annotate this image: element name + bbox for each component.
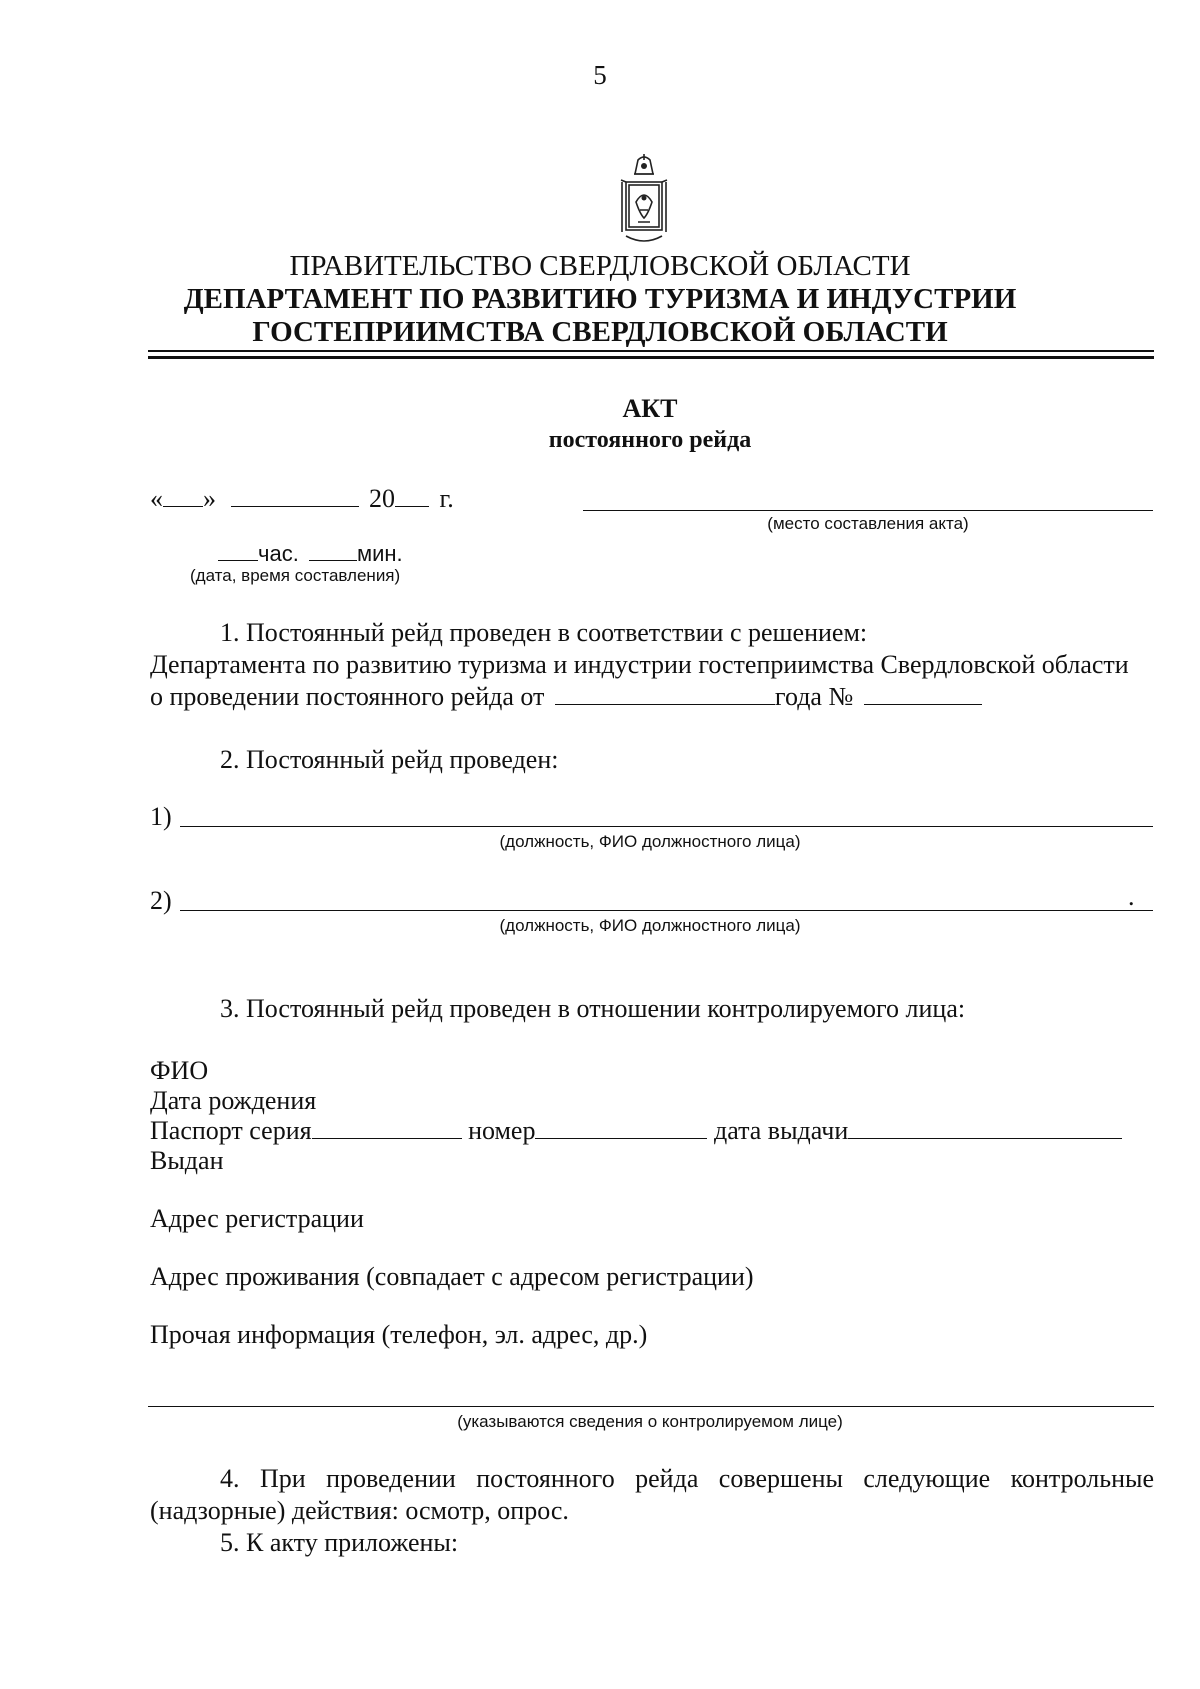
coat-of-arms-icon xyxy=(618,152,670,248)
official2-caption: (должность, ФИО должностного лица) xyxy=(499,916,801,935)
header-rule-bottom xyxy=(148,356,1154,359)
issue-date-label: дата выдачи xyxy=(713,1116,849,1145)
section5-heading: 5. К акту приложены: xyxy=(220,1528,459,1557)
section1-line2: Департамента по развитию туризма и индустрии гостеприимства Свердловской области xyxy=(150,650,1129,679)
section4-line2: (надзорные) действия: осмотр, опрос. xyxy=(150,1496,569,1525)
live-address-label: Адрес проживания (совпадает с адресом регистрации) xyxy=(150,1262,754,1291)
place-caption: (место составления акта) xyxy=(767,514,969,533)
birth-date-label: Дата рождения xyxy=(150,1086,317,1115)
fio-label: ФИО xyxy=(150,1056,209,1085)
controlled-person-caption: (указываются сведения о контролируемом лице) xyxy=(457,1412,843,1431)
passport-series-label: Паспорт серия xyxy=(150,1116,312,1145)
official1-field[interactable] xyxy=(180,826,1153,827)
close-quote: » xyxy=(203,484,216,513)
date-time-caption: (дата, время составления) xyxy=(190,566,401,585)
minutes-field[interactable] xyxy=(309,540,357,561)
section1-line1: 1. Постоянный рейд проведен в соответствии с решением: xyxy=(220,618,868,647)
place-field[interactable] xyxy=(583,510,1153,511)
other-info-label: Прочая информация (телефон, эл. адрес, др.) xyxy=(150,1320,648,1349)
act-title: АКТ xyxy=(622,394,678,423)
time-line xyxy=(218,540,403,567)
official1-label: 1) xyxy=(150,802,172,831)
controlled-person-field[interactable] xyxy=(148,1406,1154,1407)
government-name: ПРАВИТЕЛЬСТВО СВЕРДЛОВСКОЙ ОБЛАСТИ xyxy=(289,250,911,282)
decision-date-label: о проведении постоянного рейда от xyxy=(150,682,545,711)
issued-by-label: Выдан xyxy=(150,1146,224,1175)
department-name-line1: ДЕПАРТАМЕНТ ПО РАЗВИТИЮ ТУРИЗМА И ИНДУСТРИИ xyxy=(183,283,1017,315)
official1-caption: (должность, ФИО должностного лица) xyxy=(499,832,801,851)
section2-heading: 2. Постоянный рейд проведен: xyxy=(220,745,559,774)
year-field[interactable] xyxy=(395,484,429,507)
passport-number-field[interactable] xyxy=(535,1116,707,1139)
official2-end: . xyxy=(1128,882,1135,911)
date-line xyxy=(150,484,454,514)
header-rule-top xyxy=(148,350,1154,352)
passport-number-label: номер xyxy=(468,1116,536,1145)
passport-line xyxy=(150,1116,1122,1146)
section4-line1: 4. При проведении постоянного рейда совершены следующие контрольные xyxy=(220,1464,1154,1493)
issue-date-field[interactable] xyxy=(848,1116,1122,1139)
open-quote: « xyxy=(150,484,163,513)
month-field[interactable] xyxy=(231,484,359,507)
hours-label: час. xyxy=(258,541,299,566)
decision-number-field[interactable] xyxy=(864,682,982,705)
decision-number-label: года № xyxy=(774,682,854,711)
official2-field[interactable] xyxy=(180,910,1153,911)
passport-series-field[interactable] xyxy=(312,1116,462,1139)
year-prefix: 20 xyxy=(369,484,395,513)
act-subtitle: постоянного рейда xyxy=(548,427,752,453)
page-number: 5 xyxy=(593,60,607,90)
section1-line3 xyxy=(150,682,982,712)
decision-date-field[interactable] xyxy=(555,682,775,705)
day-field[interactable] xyxy=(163,484,203,507)
department-name-line2: ГОСТЕПРИИМСТВА СВЕРДЛОВСКОЙ ОБЛАСТИ xyxy=(252,316,948,348)
minutes-label: мин. xyxy=(356,541,403,566)
reg-address-label: Адрес регистрации xyxy=(150,1204,364,1233)
section3-heading: 3. Постоянный рейд проведен в отношении контролируемого лица: xyxy=(220,994,966,1023)
hours-field[interactable] xyxy=(218,540,258,561)
year-suffix: г. xyxy=(439,484,454,513)
official2-label: 2) xyxy=(150,886,172,915)
